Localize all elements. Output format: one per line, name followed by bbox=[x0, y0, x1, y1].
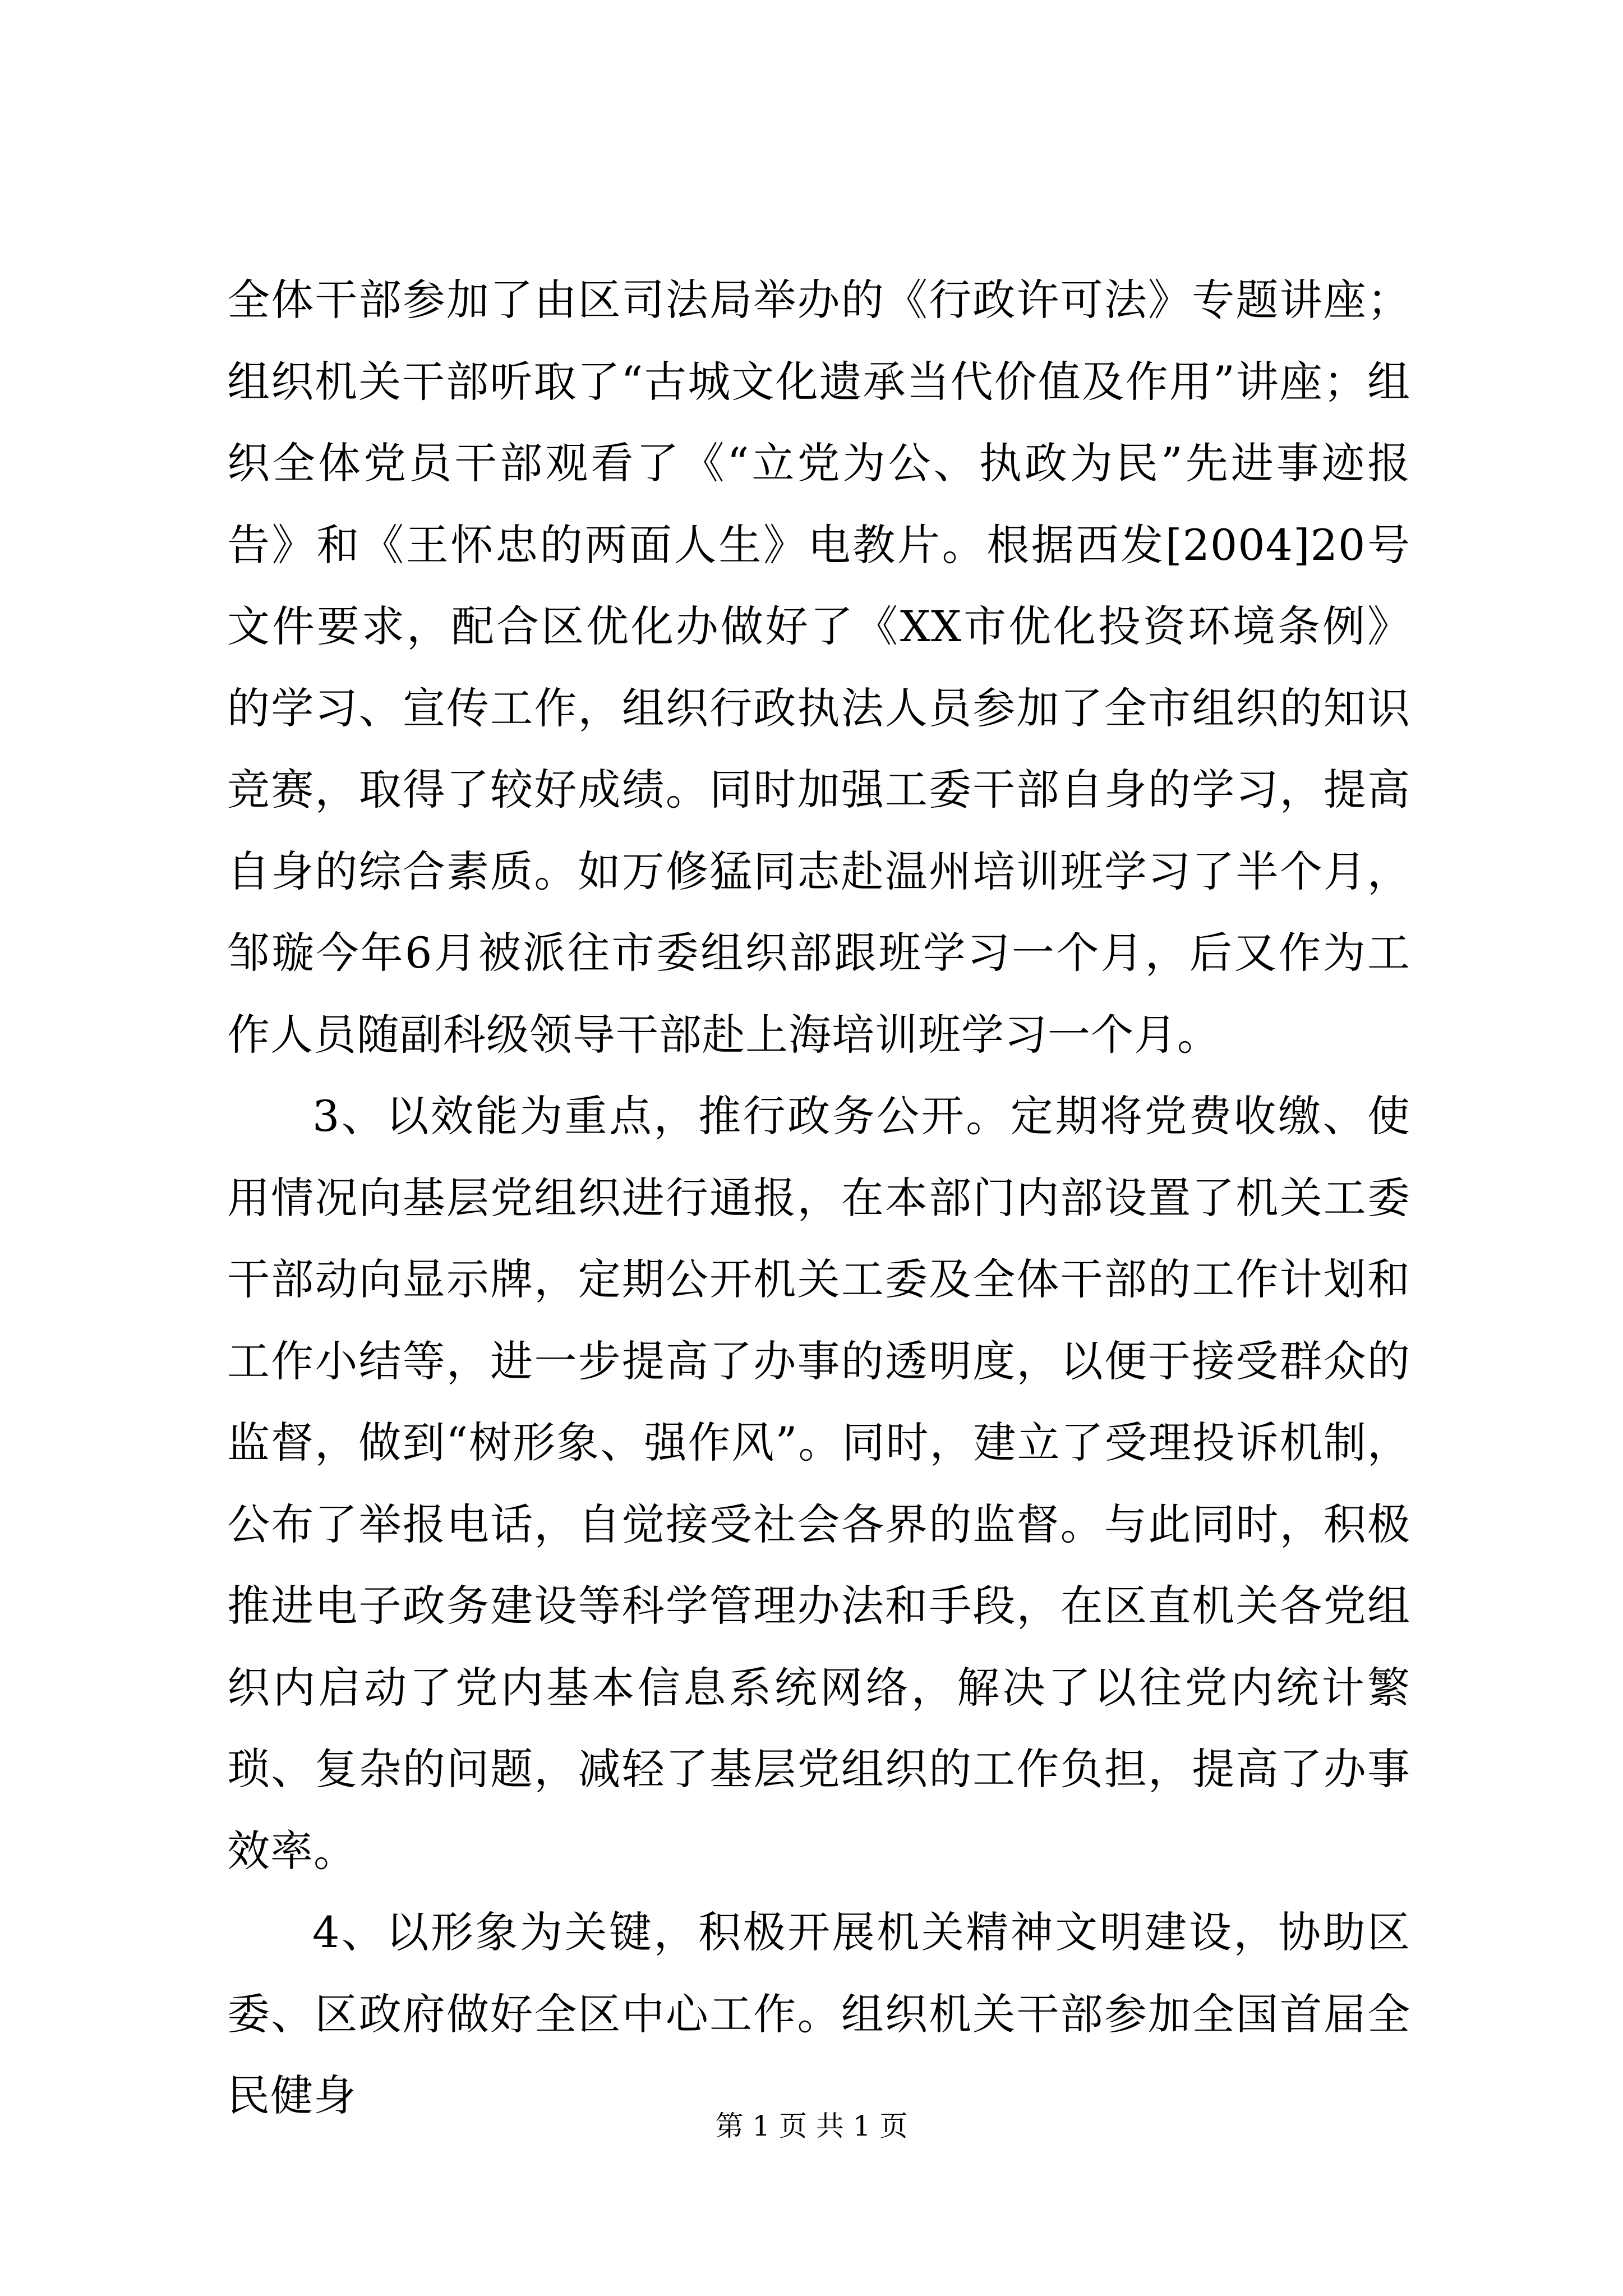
paragraph-section-3: 3、以效能为重点，推行政务公开。定期将党费收缴、使用情况向基层党组织进行通报，在本部门内部设置了机关工委干部动向显示牌，定期公开机关工委及全体干部的工作计划和工作小结等，进一步提高了办事的透明度，以便于接受群众的监督，做到“树形象、强作风”。同时，建立了受理投诉机制，公布了举报电话，自觉接受社会各界的监督。与此同时，积极推进电子政务建设等科学管理办法和手段，在区直机关各党组织内启动了党内基本信息系统网络，解决了以往党内统计繁琐、复杂的问题，减轻了基层党组织的工作负担，提高了办事效率。 bbox=[227, 1091, 1410, 1876]
page-footer: 第 1 页 共 1 页 bbox=[715, 2110, 908, 2142]
paragraph-section-4: 4、以形象为关键，积极开展机关精神文明建设，协助区委、区政府做好全区中心工作。组织机关干部参加全国首届全民健身 bbox=[227, 1907, 1410, 2120]
paragraph-continued: 全体干部参加了由区司法局举办的《行政许可法》专题讲座；组织机关干部听取了“古城文化遗承当代价值及作用”讲座；组织全体党员干部观看了《“立党为公、执政为民”先进事迹报告》和《王怀忠的两面人生》电教片。根据西发[2004]20号文件要求，配合区优化办做好了《XX市优化投资环境条例》的学习、宣传工作，组织行政执法人员参加了全市组织的知识竞赛，取得了较好成绩。同时加强工委干部自身的学习，提高自身的综合素质。如万修猛同志赴温州培训班学习了半个月，邹璇今年6月被派往市委组织部跟班学习一个月，后又作为工作人员随副科级领导干部赴上海培训班学习一个月。 bbox=[227, 275, 1410, 1060]
document-body bbox=[227, 259, 1410, 2137]
